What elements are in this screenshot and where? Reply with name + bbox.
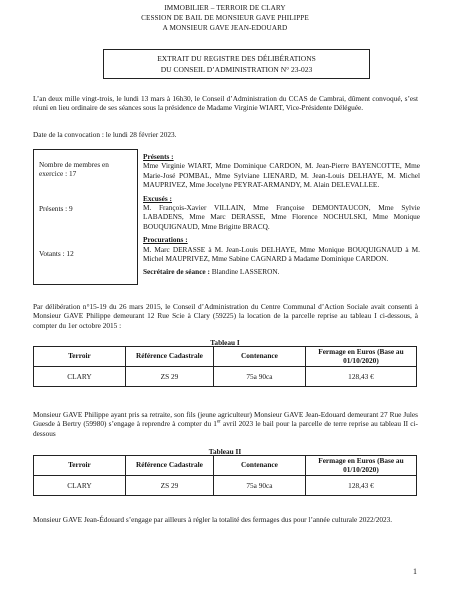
table-1-header-reference: Référence Cadastrale	[125, 347, 213, 367]
extract-title-box	[103, 49, 370, 79]
intro-paragraph: L’an deux mille vingt-trois, le lundi 13 mars à 16h30, le Conseil d’Administration du CCAS de Cambrai, dûment convoqué, s’est réuni en lieu ordinaire de ses séances sous la présidence de Madame Virginie WIART, Vice-Présidente Déléguée.	[33, 94, 418, 113]
transfer-ordinal: er	[216, 419, 221, 425]
table-1	[33, 346, 417, 387]
table-2-caption: Tableau II	[208, 447, 242, 456]
members-in-office: Nombre de membres en exercice : 17	[39, 160, 109, 179]
deliberation-paragraph: Par délibération n°15-19 du 26 mars 2015, le Conseil d’Administration du Centre Communal d’Action Sociale avait consenti à Monsieur GAVE Philippe demeurant 12 Rue Scie à Clary (59225) la location de la parcelle reprise au tableau I ci-dessous, à compter du 1er octobre 2015 :	[33, 302, 418, 330]
secretary-line	[143, 267, 420, 276]
excuses-heading: Excusés :	[143, 193, 172, 203]
closing-paragraph: Monsieur GAVE Jean-Édouard s’engage par ailleurs à régler la totalité des fermages dus pour l’année culturale 2022/2023.	[33, 515, 393, 524]
presents-count: Présents : 9	[39, 204, 73, 213]
table-1-cell-reference: ZS 29	[125, 367, 213, 387]
transfer-text-part-2: avril 2023 le bail pour la parcelle de terre reprise au tableau II ci-dessous	[33, 419, 418, 438]
attendance-section	[143, 152, 420, 277]
transfer-text-part-1: Monsieur GAVE Philippe ayant pris sa retraite, son fils (jeune agriculteur) Monsieur GAVE Jean-Edouard demeurant 27 Rue Jules Guesde à Bertry (59980) s’engage à reprendre à compter du 1	[33, 410, 418, 429]
table-row	[34, 476, 417, 496]
presents-list: Mme Virginie WIART, Mme Dominique CARDON, M. Jean-Pierre BAYENCOTTE, Mme Marie-José POMBAL, Mme Sylviane LIENARD, M. Jean-Louis DELHAYE, M. Michel MAUPRIVEZ, Mme Jocelyne PEYRAT-ARMANDY, M. Alain DELEVALLEE.	[143, 161, 420, 190]
header-line-1: IMMOBILIER – TERROIR DE CLARY	[164, 4, 286, 12]
excuses-list: M. François-Xavier VILLAIN, Mme Françoise DEMONTAUCON, Mme Sylvie LABADENS, Mme Marc DERASSE, Mme Florence NOCHULSKI, Mme Monique BOUQUIGNAUD, Mme Brigitte BRACQ.	[143, 203, 420, 231]
secretary-name: Blandine LASSERON.	[211, 267, 280, 277]
table-2-header-terroir: Terroir	[34, 456, 126, 476]
header-line-2: CESSION DE BAIL DE MONSIEUR GAVE PHILIPPE	[141, 14, 309, 22]
table-1-header-row	[34, 347, 417, 367]
table-row	[34, 367, 417, 387]
page-number: 1	[413, 567, 417, 576]
extract-title-line-2: DU CONSEIL D’ADMINISTRATION N° 23-023	[160, 64, 313, 74]
secretary-label: Secrétaire de séance :	[143, 267, 210, 277]
table-2-header-reference: Référence Cadastrale	[125, 456, 213, 476]
table-1-cell-terroir: CLARY	[34, 367, 126, 387]
table-1-header-terroir: Terroir	[34, 347, 126, 367]
table-2-cell-fermage: 128,43 €	[305, 476, 416, 496]
table-1-cell-contenance: 75a 90ca	[213, 367, 305, 387]
table-1-header-contenance: Contenance	[213, 347, 305, 367]
header-line-3: A MONSIEUR GAVE JEAN-EDOUARD	[162, 24, 288, 32]
table-1-cell-fermage: 128,43 €	[305, 367, 416, 387]
table-2-cell-contenance: 75a 90ca	[213, 476, 305, 496]
presents-heading: Présents :	[143, 152, 174, 161]
convocation-date: Date de la convocation : le lundi 28 février 2023.	[33, 130, 177, 139]
procurations-list: M. Marc DERASSE à M. Jean-Louis DELHAYE, Mme Monique BOUQUIGNAUD à M. Michel MAUPRIVEZ, Mme Sabine CAGNARD à Madame Dominique CARDON.	[143, 244, 420, 264]
procurations-heading: Procurations :	[143, 235, 188, 245]
table-2-header-row	[34, 456, 417, 476]
extract-title-line-1: EXTRAIT DU REGISTRE DES DÉLIBÉRATIONS	[157, 54, 316, 63]
table-2	[33, 455, 417, 496]
table-2-cell-terroir: CLARY	[34, 476, 126, 496]
member-count-box	[33, 149, 138, 285]
table-2-header-contenance: Contenance	[213, 456, 305, 476]
table-2-header-fermage: Fermage en Euros (Base au 01/10/2020)	[305, 456, 416, 476]
table-1-header-fermage: Fermage en Euros (Base au 01/10/2020)	[305, 347, 416, 367]
table-1-caption: Tableau I	[210, 338, 240, 347]
votants-count: Votants : 12	[39, 249, 74, 258]
table-2-cell-reference: ZS 29	[125, 476, 213, 496]
transfer-paragraph	[33, 410, 418, 438]
document-header	[0, 3, 450, 33]
